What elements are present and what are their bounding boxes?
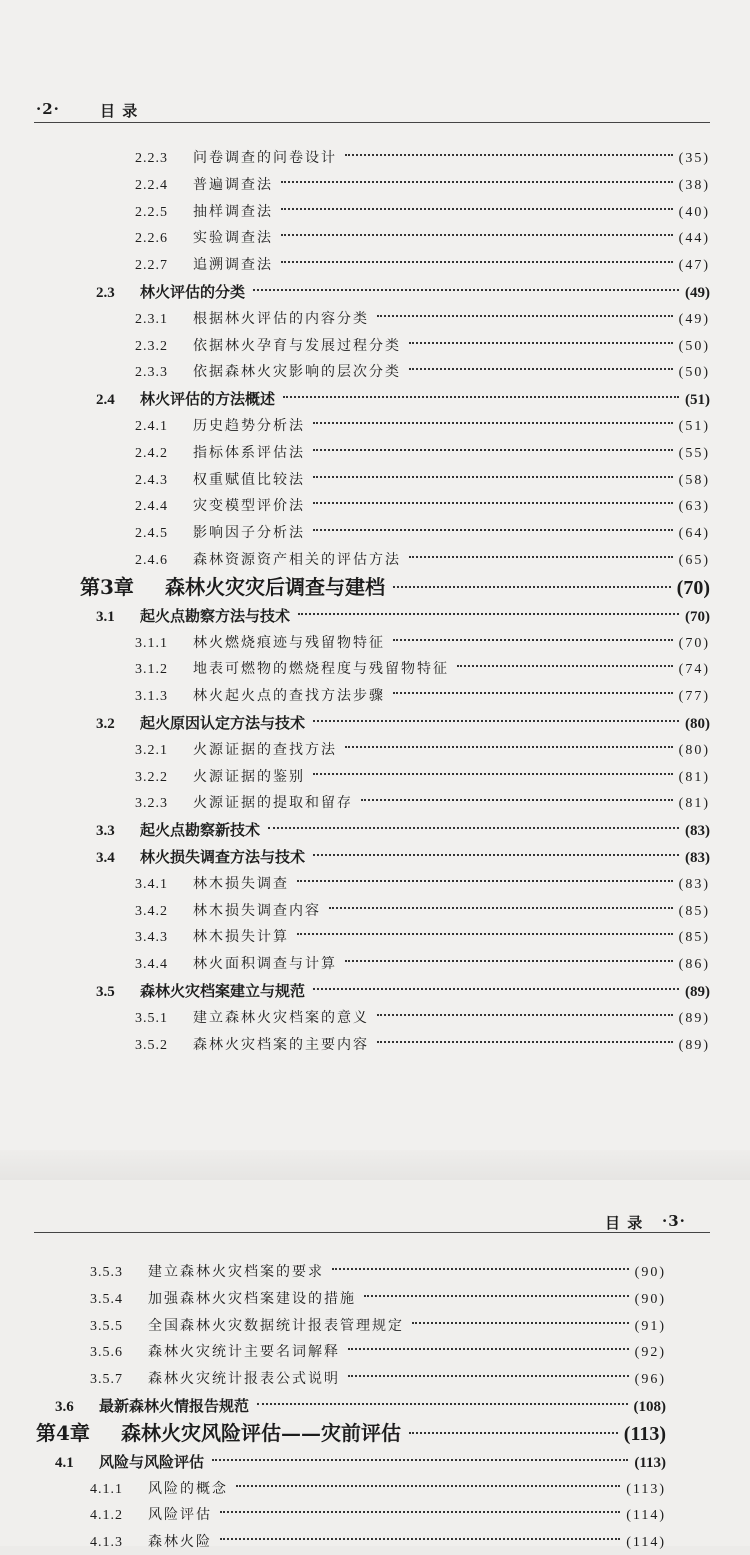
dot-leader	[364, 1295, 629, 1297]
dot-leader	[298, 613, 679, 615]
toc-entry-number: 3.4	[96, 850, 115, 866]
dot-leader	[313, 773, 673, 775]
dot-leader	[329, 907, 673, 909]
dot-leader	[313, 476, 673, 478]
dot-leader	[212, 1459, 628, 1461]
toc-entry-number: 4.1.3	[90, 1535, 123, 1551]
toc-entry-title: 森林火灾档案的主要内容	[193, 1036, 369, 1053]
toc-entry-number: 3.1.3	[135, 689, 168, 705]
dot-leader	[297, 933, 673, 935]
toc-entry-number: 4.1.2	[90, 1508, 123, 1524]
toc-entry-title: 历史趋势分析法	[193, 418, 305, 434]
dot-leader	[409, 368, 673, 370]
toc-section-entry	[96, 280, 710, 304]
toc-entry-title: 抽样调查法	[193, 203, 273, 220]
toc-entry-page: (89)	[678, 1037, 710, 1053]
toc-subsection-entry	[90, 1314, 666, 1338]
dot-leader	[268, 827, 679, 829]
dot-leader	[297, 880, 673, 882]
toc-entry-number: 3.1	[96, 608, 115, 625]
toc-entry-title: 林火评估的方法概述	[140, 390, 276, 409]
toc-entry-page: (81)	[678, 796, 710, 812]
toc-subsection-entry	[90, 1477, 666, 1501]
toc-entry-page: (70)	[685, 608, 710, 625]
dot-leader	[348, 1348, 629, 1350]
toc-entry-number: 2.4.4	[135, 499, 168, 515]
toc-entry-page: (58)	[678, 472, 710, 488]
toc-section-entry	[55, 1394, 666, 1418]
toc-entry-title: 实验调查法	[193, 230, 273, 247]
toc-entry-number: 2.4.5	[135, 526, 168, 542]
toc-entry-title: 森林火灾档案建立与规范	[140, 982, 306, 1000]
dot-leader	[409, 1432, 618, 1434]
toc-section-entry	[55, 1450, 666, 1474]
dot-leader	[412, 1322, 629, 1324]
toc-entry-number: 3.1.1	[135, 635, 168, 651]
dot-leader	[313, 529, 673, 531]
toc-entry-page: (77)	[678, 689, 710, 705]
toc-subsection-entry	[135, 494, 710, 518]
toc-entry-page: (114)	[626, 1535, 666, 1551]
dot-leader	[393, 586, 671, 588]
toc-entry-title: 森林火灾统计主要名词解释	[148, 1344, 340, 1361]
toc-entry-title: 森林火灾灾后调查与建档	[165, 574, 385, 599]
toc-entry-page: (92)	[634, 1345, 666, 1361]
toc-entry-number: 4.1.1	[90, 1481, 123, 1497]
toc-entry-number: 2.2.6	[135, 231, 168, 247]
toc-entry-page: (90)	[634, 1291, 666, 1307]
toc-subsection-entry	[135, 173, 710, 197]
toc-section-entry	[96, 979, 710, 1003]
dot-leader	[313, 502, 673, 504]
dot-leader	[281, 261, 673, 263]
toc-entry-page: (50)	[678, 365, 710, 381]
toc-entry-title: 建立森林火灾档案的意义	[193, 1009, 369, 1026]
toc-entry-title: 风险的概念	[148, 1480, 228, 1497]
toc-entry-page: (74)	[678, 662, 710, 678]
toc-entry-number: 3.6	[55, 1399, 74, 1415]
toc-chapter-entry	[36, 1418, 666, 1448]
toc-entry-number: 3.5.7	[90, 1372, 123, 1388]
toc-entry-title: 灾变模型评价法	[193, 498, 305, 515]
toc-entry-number: 2.4	[96, 392, 115, 409]
dot-leader	[283, 396, 679, 398]
dot-leader	[257, 1403, 627, 1405]
toc-entry-page: (51)	[678, 419, 710, 434]
toc-entry-page: (83)	[678, 876, 710, 892]
toc-entry-title: 起火点勘察新技术	[140, 821, 261, 840]
toc-entry-number: 3.4.4	[135, 957, 168, 973]
dot-leader	[393, 692, 673, 694]
toc-entry-title: 问卷调查的问卷设计	[193, 150, 337, 166]
toc-subsection-entry	[135, 521, 710, 545]
dot-leader	[345, 746, 673, 748]
toc-entry-number: 2.3	[96, 285, 115, 301]
toc-entry-number: 3.4.2	[135, 903, 168, 919]
toc-entry-title: 起火点勘察方法与技术	[140, 606, 291, 625]
toc-entry-page: (96)	[634, 1372, 666, 1388]
dot-leader	[281, 181, 673, 183]
toc-entry-number: 2.3.2	[135, 338, 168, 354]
toc-entry-number: 3.2.2	[135, 769, 168, 785]
dot-leader	[281, 208, 673, 210]
page-number: ·2·	[36, 100, 60, 118]
dot-leader	[377, 1014, 673, 1016]
toc-entry-page: (89)	[678, 1010, 710, 1026]
toc-entry-number: 2.2.7	[135, 258, 168, 274]
toc-subsection-entry	[135, 791, 710, 815]
toc-entry-title: 追溯调查法	[193, 257, 273, 274]
toc-entry-page: (80)	[678, 742, 710, 758]
toc-subsection-entry	[135, 952, 710, 976]
toc-entry-number: 3.2.3	[135, 796, 168, 812]
toc-entry-number: 3.1.2	[135, 662, 168, 678]
toc-subsection-entry	[135, 631, 710, 655]
dot-leader	[313, 449, 673, 451]
toc-entry-number: 3.5.5	[90, 1318, 123, 1334]
toc-entry-page: (113)	[634, 1454, 666, 1471]
toc-section-entry	[96, 604, 710, 628]
toc-entry-title: 火源证据的查找方法	[193, 741, 337, 758]
toc-entry-title: 影响因子分析法	[193, 525, 305, 542]
toc-section-entry	[96, 845, 710, 869]
toc-entry-page: (80)	[685, 716, 710, 732]
toc-subsection-entry	[135, 360, 710, 384]
toc-entry-title: 森林资源资产相关的评估方法	[193, 552, 401, 568]
toc-subsection-entry	[135, 899, 710, 923]
toc-section-entry	[96, 818, 710, 842]
toc-entry-number: 2.4.6	[135, 553, 168, 568]
toc-subsection-entry	[90, 1367, 666, 1391]
dot-leader	[220, 1538, 620, 1540]
toc-subsection-entry	[135, 1033, 710, 1057]
toc-entry-number: 3.5.4	[90, 1291, 123, 1307]
toc-entry-page: (70)	[678, 635, 710, 651]
toc-subsection-entry	[135, 657, 710, 681]
toc-subsection-entry	[135, 738, 710, 762]
toc-entry-title: 森林火险	[148, 1534, 212, 1551]
toc-entry-number: 2.3.3	[135, 365, 168, 381]
toc-entry-title: 林火燃烧痕迹与残留物特征	[193, 634, 385, 651]
toc-subsection-entry	[135, 468, 710, 492]
toc-subsection-entry	[135, 253, 710, 277]
toc-entry-title: 全国森林火灾数据统计报表管理规定	[148, 1317, 404, 1334]
toc-entry-title: 森林火灾风险评估——灾前评估	[121, 1420, 401, 1445]
toc-entry-title: 普遍调查法	[193, 176, 273, 193]
toc-entry-number: 3.5	[96, 984, 115, 1000]
toc-chapter-entry	[80, 572, 710, 602]
toc-entry-number: 3.5.6	[90, 1345, 123, 1361]
toc-subsection-entry	[135, 548, 710, 572]
toc-entry-number: 3.5.3	[90, 1265, 123, 1280]
toc-subsection-entry	[135, 925, 710, 949]
toc-entry-page: (40)	[678, 204, 710, 220]
toc-entry-title: 指标体系评估法	[193, 444, 305, 461]
dot-leader	[377, 1041, 673, 1043]
toc-entry-page: (108)	[633, 1399, 666, 1415]
dot-leader	[348, 1375, 629, 1377]
toc-entry-title: 加强森林火灾档案建设的措施	[148, 1290, 356, 1307]
toc-entry-title: 起火原因认定方法与技术	[140, 714, 306, 732]
toc-entry-title: 林火评估的分类	[140, 283, 246, 301]
toc-subsection-entry	[135, 226, 710, 250]
dot-leader	[236, 1485, 620, 1487]
toc-subsection-entry	[135, 684, 710, 708]
toc-subsection-entry	[135, 1006, 710, 1030]
toc-entry-title: 风险与风险评估	[99, 1452, 205, 1471]
dot-leader	[345, 154, 673, 156]
toc-entry-number: 3.5.2	[135, 1037, 168, 1053]
toc-entry-number: 4.1	[55, 1454, 74, 1471]
toc-entry-page: (83)	[685, 823, 710, 840]
running-header-title: 目 录	[100, 102, 139, 120]
toc-entry-number: 3.4.1	[135, 876, 168, 892]
dot-leader	[220, 1511, 620, 1513]
toc-subsection-entry	[135, 334, 710, 358]
toc-entry-number: 2.2.3	[135, 151, 168, 166]
toc-subsection-entry	[135, 414, 710, 438]
toc-entry-title: 林火起火点的查找方法步骤	[193, 688, 385, 705]
toc-entry-page: (64)	[678, 526, 710, 542]
dot-leader	[313, 422, 673, 424]
toc-subsection-entry	[135, 872, 710, 896]
toc-entry-title: 权重赋值比较法	[193, 471, 305, 488]
toc-entry-number: 2.4.2	[135, 445, 168, 461]
toc-subsection-entry	[135, 441, 710, 465]
toc-entry-page: (55)	[678, 445, 710, 461]
toc-entry-number: 第4章	[36, 1420, 90, 1445]
toc-subsection-entry	[135, 765, 710, 789]
dot-leader	[377, 315, 673, 317]
toc-entry-title: 依据森林火灾影响的层次分类	[193, 364, 401, 381]
toc-entry-number: 3.5.1	[135, 1010, 168, 1026]
toc-entry-number: 3.4.3	[135, 930, 168, 946]
toc-entry-page: (113)	[626, 1481, 666, 1497]
toc-entry-page: (81)	[678, 769, 710, 785]
toc-entry-title: 林火面积调查与计算	[193, 956, 337, 973]
page-number: ·3·	[662, 1212, 686, 1230]
toc-entry-page: (35)	[678, 151, 710, 166]
dot-leader	[393, 639, 673, 641]
toc-entry-title: 建立森林火灾档案的要求	[148, 1264, 324, 1280]
toc-subsection-entry	[90, 1260, 666, 1284]
toc-subsection-entry	[90, 1287, 666, 1311]
toc-page-right	[0, 1180, 750, 1551]
toc-entry-title: 火源证据的鉴别	[193, 768, 305, 785]
toc-entry-page: (50)	[678, 338, 710, 354]
toc-entry-title: 依据林火孕育与发展过程分类	[193, 337, 401, 354]
toc-entry-number: 2.4.3	[135, 472, 168, 488]
dot-leader	[313, 854, 679, 856]
toc-entry-number: 3.2	[96, 716, 115, 732]
toc-entry-title: 风险评估	[148, 1507, 212, 1524]
toc-section-entry	[96, 387, 710, 411]
dot-leader	[457, 665, 673, 667]
toc-entry-page: (86)	[678, 957, 710, 973]
toc-subsection-entry	[135, 307, 710, 331]
toc-entry-number: 2.2.4	[135, 177, 168, 193]
toc-entry-page: (65)	[678, 553, 710, 568]
dot-leader	[409, 556, 673, 558]
toc-entry-page: (85)	[678, 930, 710, 946]
toc-entry-page: (90)	[634, 1265, 666, 1280]
toc-entry-page: (44)	[678, 231, 710, 247]
toc-subsection-entry	[90, 1340, 666, 1364]
toc-subsection-entry	[90, 1530, 666, 1554]
header-rule	[34, 1232, 710, 1233]
toc-entry-title: 火源证据的提取和留存	[193, 795, 353, 812]
dot-leader	[361, 799, 673, 801]
dot-leader	[281, 234, 673, 236]
dot-leader	[313, 720, 679, 722]
toc-entry-page: (113)	[623, 1422, 666, 1445]
toc-section-entry	[96, 711, 710, 735]
toc-entry-title: 最新森林火情报告规范	[99, 1397, 250, 1415]
toc-entry-page: (47)	[678, 258, 710, 274]
toc-entry-title: 林火损失调查方法与技术	[140, 848, 306, 866]
toc-entry-title: 根据林火评估的内容分类	[193, 310, 369, 327]
dot-leader	[313, 988, 679, 990]
dot-leader	[409, 342, 673, 344]
toc-entry-number: 2.4.1	[135, 419, 168, 434]
toc-entry-number: 3.2.1	[135, 742, 168, 758]
toc-subsection-entry	[90, 1503, 666, 1527]
toc-entry-page: (49)	[685, 285, 710, 301]
toc-entry-number: 2.3.1	[135, 311, 168, 327]
dot-leader	[253, 289, 679, 291]
toc-entry-number: 3.3	[96, 823, 115, 840]
toc-entry-page: (63)	[678, 499, 710, 515]
toc-entry-page: (85)	[678, 903, 710, 919]
toc-entry-page: (51)	[685, 392, 710, 409]
toc-entry-title: 林木损失调查	[193, 875, 289, 892]
toc-entry-page: (83)	[685, 850, 710, 866]
toc-entry-page: (114)	[626, 1508, 666, 1524]
toc-entry-page: (91)	[634, 1318, 666, 1334]
toc-entry-title: 林木损失计算	[193, 929, 289, 946]
toc-entry-page: (89)	[685, 984, 710, 1000]
dot-leader	[345, 960, 673, 962]
toc-entry-page: (49)	[678, 311, 710, 327]
toc-subsection-entry	[135, 200, 710, 224]
toc-entry-number: 第3章	[80, 574, 134, 599]
toc-entry-page: (38)	[678, 177, 710, 193]
toc-subsection-entry	[135, 146, 710, 170]
running-header-title: 目 录	[605, 1214, 644, 1232]
toc-entry-title: 林木损失调查内容	[193, 902, 321, 919]
toc-entry-number: 2.2.5	[135, 204, 168, 220]
toc-entry-page: (70)	[676, 576, 710, 599]
toc-entry-title: 地表可燃物的燃烧程度与残留物特征	[193, 661, 449, 678]
dot-leader	[332, 1268, 629, 1270]
header-rule	[34, 122, 710, 123]
toc-entry-title: 森林火灾统计报表公式说明	[148, 1371, 340, 1388]
